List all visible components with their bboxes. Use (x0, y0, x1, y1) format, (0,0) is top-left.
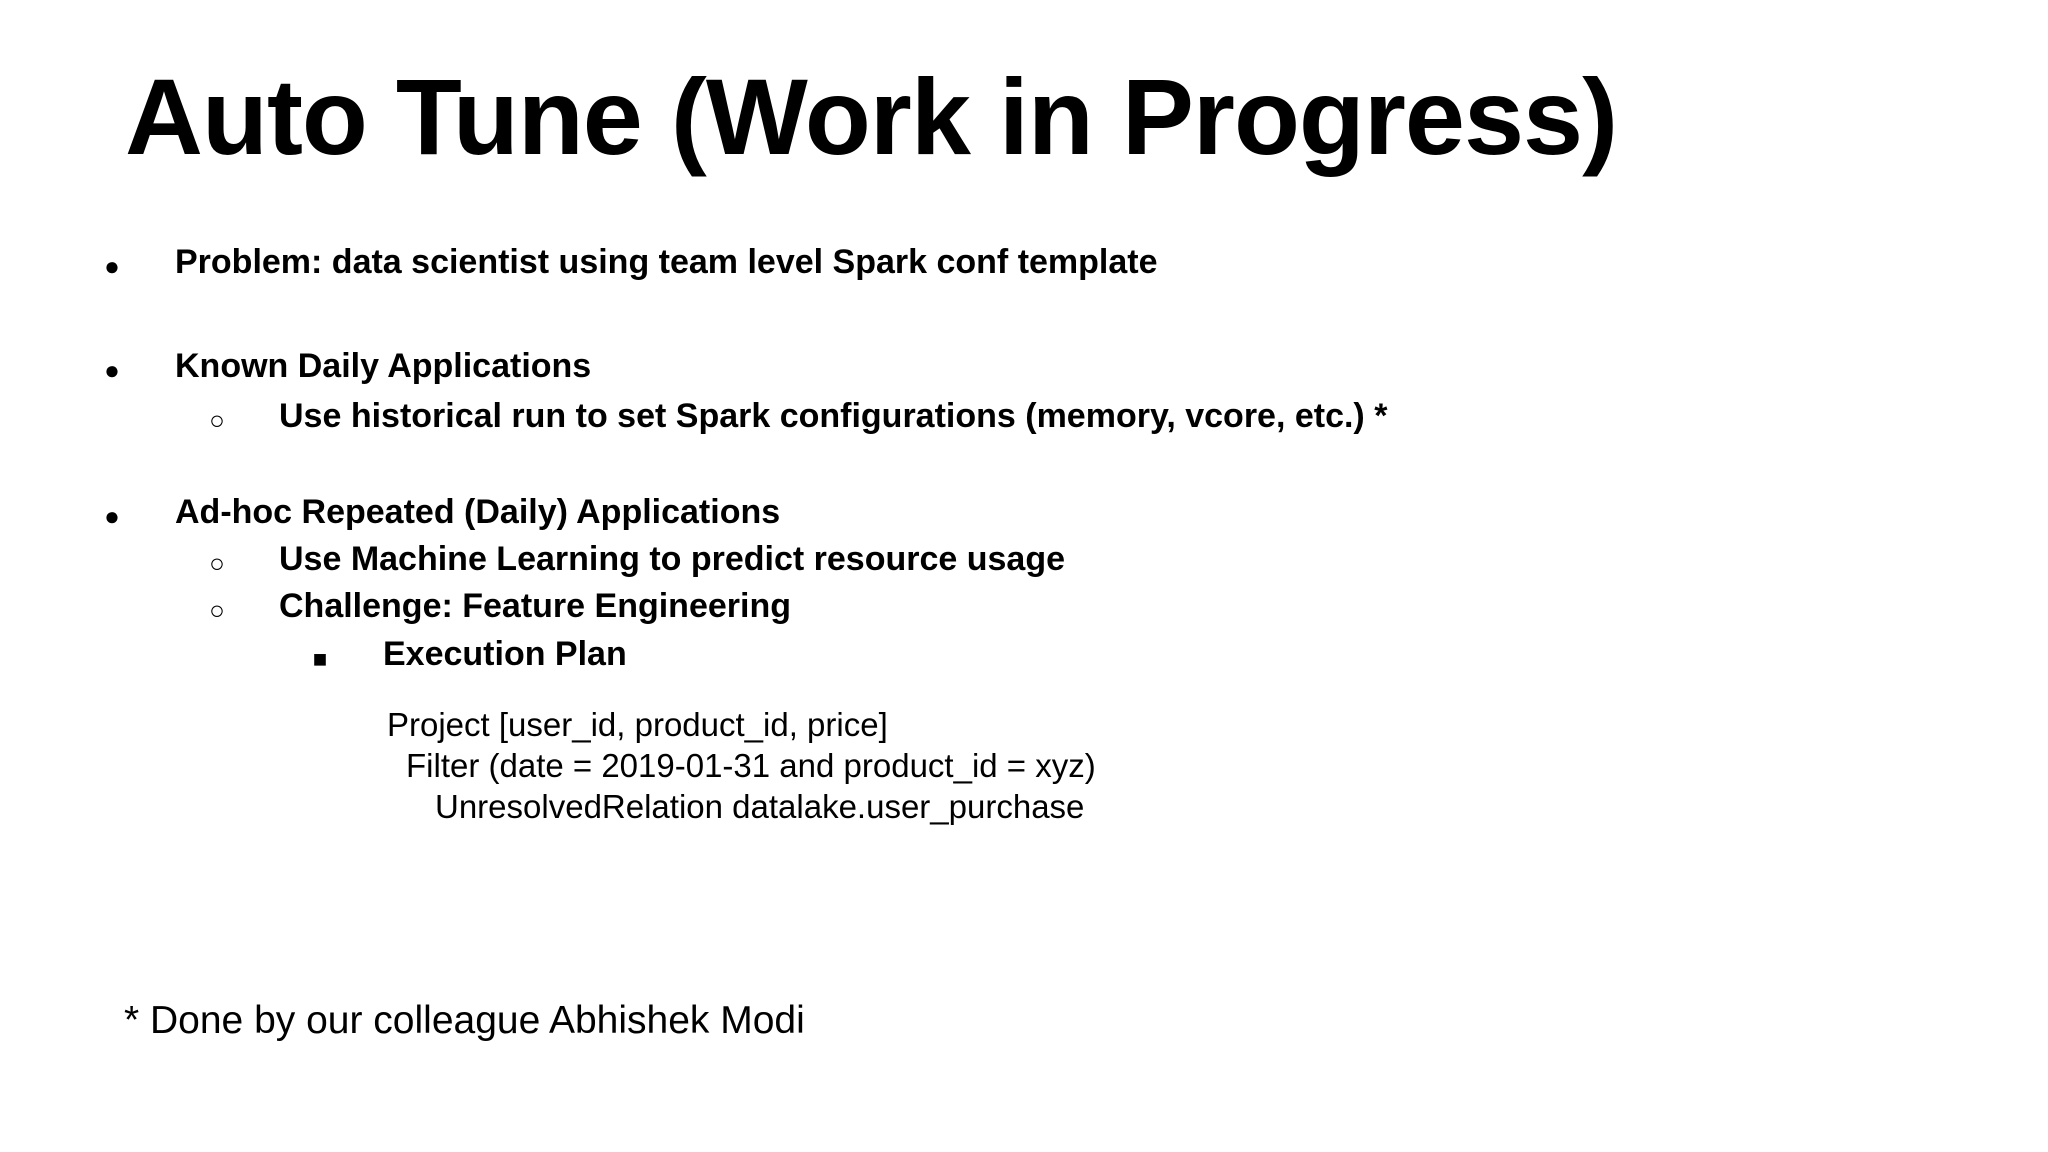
bullet-circle-icon (202, 588, 232, 630)
sub-bullet-feature-engineering: Challenge: Feature Engineering (279, 587, 791, 625)
footnote: * Done by our colleague Abhishek Modi (124, 999, 805, 1042)
bullet-circle-icon (202, 541, 232, 583)
slide-title: Auto Tune (Work in Progress) (125, 56, 1618, 177)
bullet-disc-icon (97, 244, 127, 286)
execution-plan-line-1: Project [user_id, product_id, price] (387, 706, 888, 743)
sub-bullet-machine-learning: Use Machine Learning to predict resource usage (279, 540, 1066, 578)
execution-plan-line-2: Filter (date = 2019-01-31 and product_id = xyz) (406, 747, 1096, 784)
sub-sub-bullet-execution-plan: Execution Plan (383, 635, 627, 673)
bullet-disc-icon (97, 348, 127, 390)
bullet-known-daily-applications: Known Daily Applications (175, 347, 592, 385)
bullet-adhoc-applications: Ad-hoc Repeated (Daily) Applications (175, 493, 781, 531)
sub-bullet-historical-run: Use historical run to set Spark configurations (memory, vcore, etc.) * (279, 397, 1388, 435)
execution-plan-line-3: UnresolvedRelation datalake.user_purchase (435, 788, 1085, 825)
bullet-square-icon (305, 636, 335, 680)
bullet-problem: Problem: data scientist using team level Spark conf template (175, 243, 1158, 281)
bullet-disc-icon (97, 494, 127, 536)
bullet-circle-icon (202, 398, 232, 440)
